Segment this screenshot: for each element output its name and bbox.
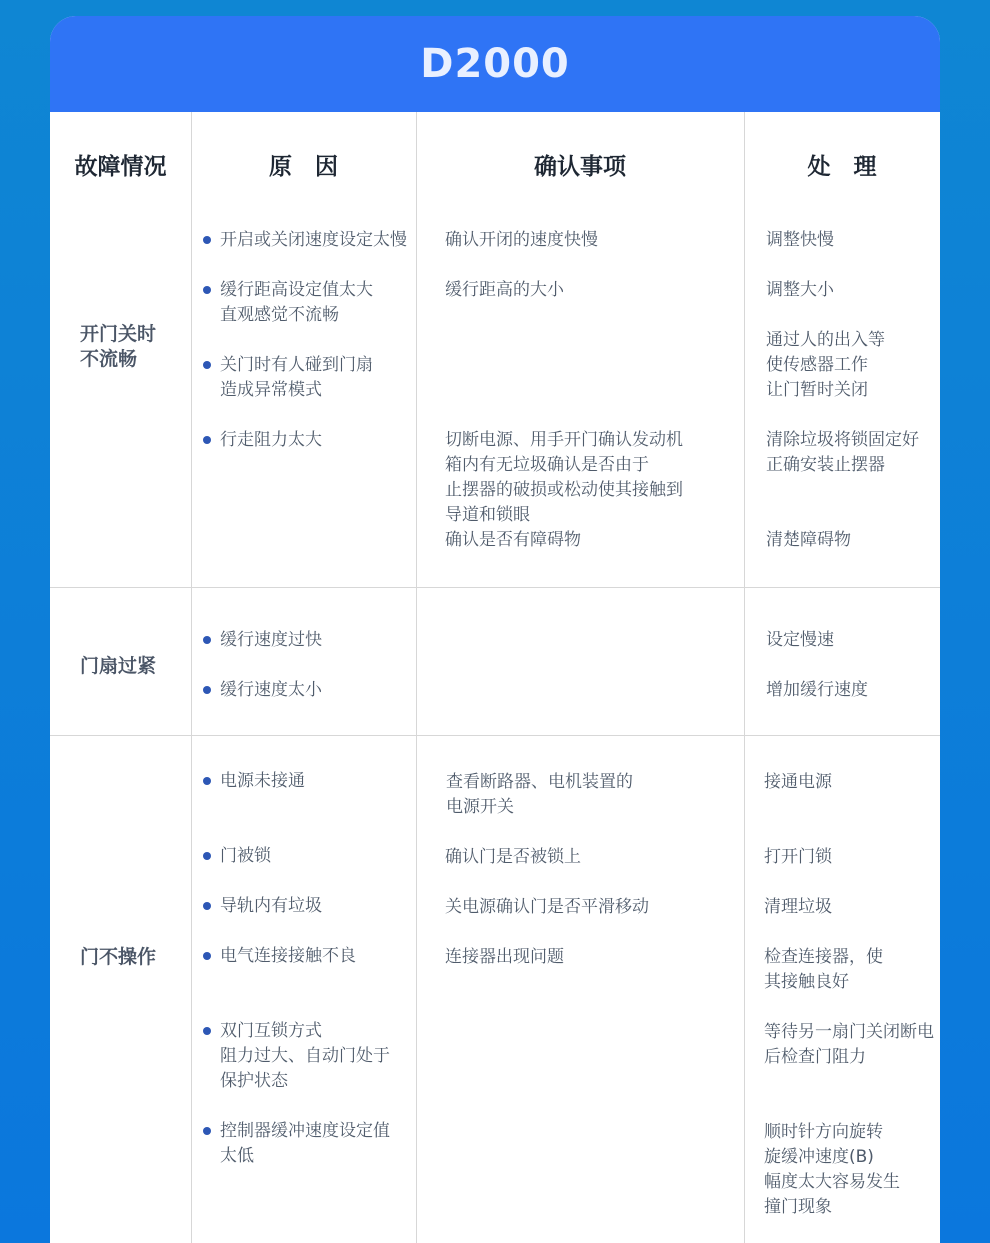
cause-item: 门被锁 — [220, 846, 271, 866]
troubleshooting-table — [50, 112, 940, 1243]
action-item: 清楚障碍物 — [766, 530, 851, 550]
cause-item: 缓行速度过快 — [220, 630, 322, 650]
check-item: 缓行距高的大小 — [445, 280, 564, 300]
action-item: 清除垃圾将锁固定好 正确安装止摆器 — [766, 430, 919, 475]
check-item: 关电源确认门是否平滑移动 — [445, 897, 649, 917]
cause-item: 导轨内有垃圾 — [220, 896, 322, 916]
bullet-icon — [203, 636, 211, 644]
bullet-icon — [203, 436, 211, 444]
action-item: 打开门锁 — [764, 847, 832, 867]
bullet-icon — [203, 236, 211, 244]
action-item: 接通电源 — [764, 772, 832, 792]
cause-item: 行走阻力太大 — [220, 430, 322, 450]
action-item: 增加缓行速度 — [766, 680, 868, 700]
bullet-icon — [203, 952, 211, 960]
column-divider — [191, 112, 192, 1243]
troubleshooting-card — [50, 16, 940, 1243]
cause-item: 电气连接接触不良 — [220, 946, 356, 966]
check-item: 确认门是否被锁上 — [445, 847, 581, 867]
action-item: 调整大小 — [766, 280, 834, 300]
row-label-door-tight: 门扇过紧 — [80, 655, 157, 677]
bullet-icon — [203, 902, 211, 910]
check-item: 切断电源、用手开门确认发动机 箱内有无垃圾确认是否由于 止摆器的破损或松动使其接触到 导道和锁眼 确认是否有障碍物 — [445, 430, 683, 550]
row-label-not-smooth: 开门关时 不流畅 — [80, 323, 157, 370]
cause-item: 开启或关闭速度设定太慢 — [220, 230, 407, 250]
action-item: 设定慢速 — [766, 630, 834, 650]
column-divider — [744, 112, 745, 1243]
bullet-icon — [203, 1027, 211, 1035]
header-check: 确认事项 — [534, 154, 626, 180]
bullet-icon — [203, 777, 211, 785]
cause-item: 关门时有人碰到门扇 造成异常模式 — [220, 355, 373, 400]
check-item: 连接器出现问题 — [445, 947, 564, 967]
bullet-icon — [203, 1127, 211, 1135]
row-divider — [50, 735, 940, 736]
header-action: 处 理 — [807, 154, 877, 180]
action-item: 顺时针方向旋转 旋缓冲速度(B) 幅度太大容易发生 撞门现象 — [764, 1122, 900, 1217]
cause-item: 缓行距高设定值太大 直观感觉不流畅 — [220, 280, 373, 325]
cause-item: 缓行速度太小 — [220, 680, 322, 700]
action-item: 清理垃圾 — [764, 897, 832, 917]
action-item: 调整快慢 — [766, 230, 834, 250]
action-item: 通过人的出入等 使传感器工作 让门暂时关闭 — [766, 330, 885, 400]
cause-item: 双门互锁方式 阻力过大、自动门处于 保护状态 — [220, 1021, 390, 1091]
header-cause: 原 因 — [269, 154, 338, 180]
bullet-icon — [203, 286, 211, 294]
check-item: 查看断路器、电机装置的 电源开关 — [446, 772, 633, 817]
action-item: 检查连接器，使 其接触良好 — [764, 947, 883, 992]
action-item: 等待另一扇门关闭断电 后检查门阻力 — [764, 1022, 934, 1067]
column-divider — [416, 112, 417, 1243]
bullet-icon — [203, 361, 211, 369]
card-header — [50, 16, 940, 112]
cause-item: 控制器缓冲速度设定值 太低 — [220, 1121, 390, 1166]
row-divider — [50, 587, 940, 588]
page-title: D2000 — [420, 41, 570, 87]
row-label-door-not-operating: 门不操作 — [80, 946, 157, 968]
bullet-icon — [203, 686, 211, 694]
bullet-icon — [203, 852, 211, 860]
check-item: 确认开闭的速度快慢 — [445, 230, 598, 250]
header-fault: 故障情况 — [74, 154, 167, 180]
cause-item: 电源未接通 — [220, 771, 305, 791]
